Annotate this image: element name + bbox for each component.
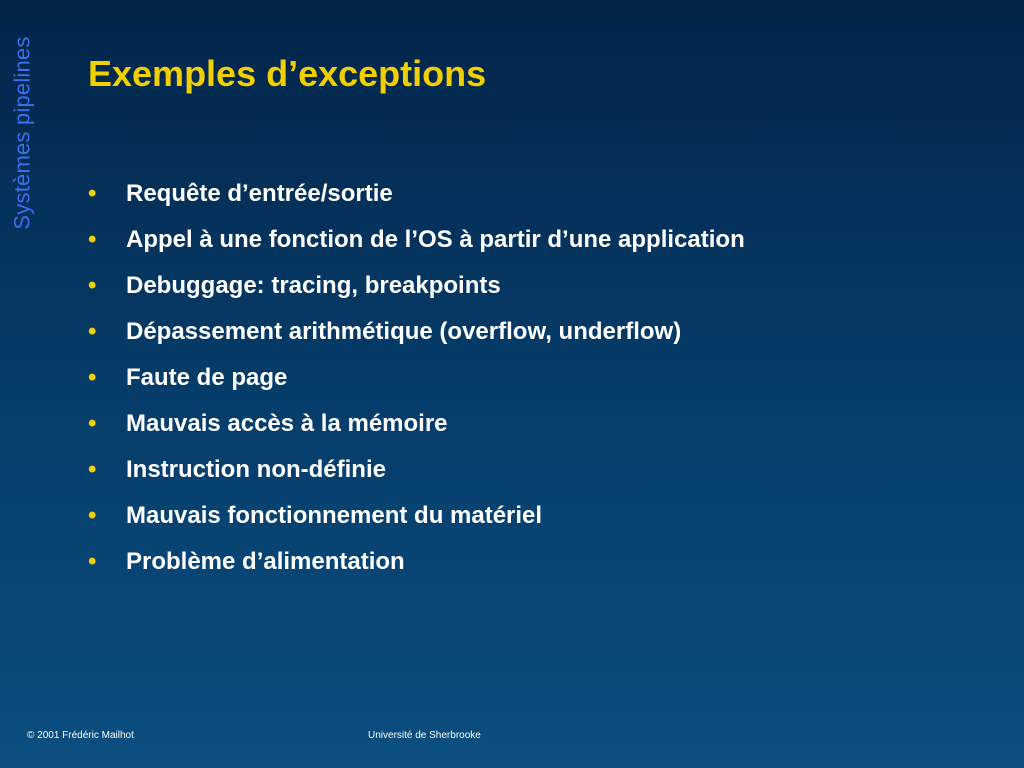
bullet-text: Faute de page xyxy=(126,364,288,391)
bullet-item-4 xyxy=(88,310,745,356)
bullet-icon: • xyxy=(88,318,97,345)
footer-copyright: © 2001 Frédéric Mailhot xyxy=(27,730,134,741)
bullet-text: Debuggage: tracing, breakpoints xyxy=(126,272,501,299)
bullet-text: Instruction non-définie xyxy=(126,456,386,483)
bullet-item-8 xyxy=(88,494,745,540)
bullet-list xyxy=(88,172,745,586)
bullet-icon: • xyxy=(88,410,97,437)
side-label-text: Systèmes pipelines xyxy=(10,36,36,230)
bullet-icon: • xyxy=(88,272,97,299)
bullet-text: Problème d’alimentation xyxy=(126,548,405,575)
bullet-item-2 xyxy=(88,218,745,264)
bullet-text: Mauvais accès à la mémoire xyxy=(126,410,448,437)
bullet-item-7 xyxy=(88,448,745,494)
bullet-icon: • xyxy=(88,180,97,207)
bullet-item-5 xyxy=(88,356,745,402)
bullet-text: Requête d’entrée/sortie xyxy=(126,180,393,207)
bullet-text: Mauvais fonctionnement du matériel xyxy=(126,502,543,529)
bullet-item-3 xyxy=(88,264,745,310)
bullet-icon: • xyxy=(88,502,97,529)
bullet-text: Dépassement arithmétique (overflow, underflow) xyxy=(126,318,682,345)
bullet-item-6 xyxy=(88,402,745,448)
bullet-item-1 xyxy=(88,172,745,218)
bullet-icon: • xyxy=(88,226,97,253)
bullet-icon: • xyxy=(88,456,97,483)
bullet-icon: • xyxy=(88,548,97,575)
footer-institution: Université de Sherbrooke xyxy=(368,730,481,741)
bullet-text: Appel à une fonction de l’OS à partir d’une application xyxy=(126,226,745,253)
slide-title: Exemples d’exceptions xyxy=(88,53,487,94)
bullet-item-9 xyxy=(88,540,745,586)
bullet-icon: • xyxy=(88,364,97,391)
side-label xyxy=(6,8,40,258)
